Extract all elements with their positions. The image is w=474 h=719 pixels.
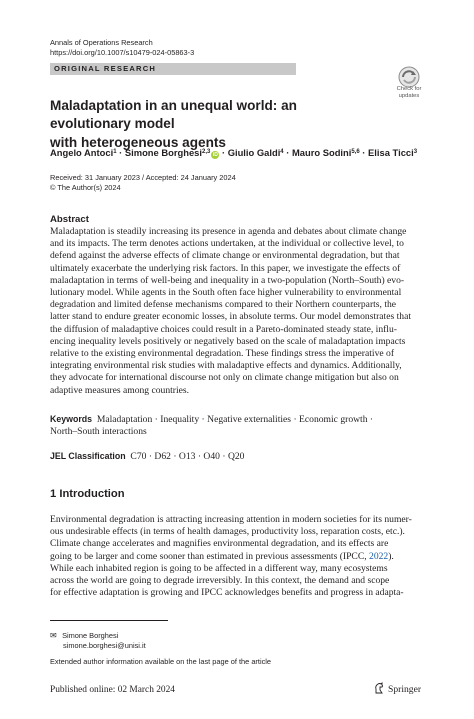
journal-name: Annals of Operations Research: [50, 38, 153, 47]
intro-line: ous undesirable effects (in terms of health damages, productivity loss, reparation costs, etc.).: [50, 526, 405, 538]
springer-horse-icon: [373, 682, 385, 694]
citation-link[interactable]: 2022: [369, 550, 389, 562]
keywords-line-2: North–South interactions: [50, 426, 147, 438]
footnote-divider: [50, 620, 168, 621]
author-name[interactable]: Giulio Galdi: [227, 147, 281, 158]
publisher-logo[interactable]: [373, 682, 421, 696]
intro-line: across the world are going to degrade irreversibly. In this context, the demand and scope: [50, 575, 390, 587]
envelope-icon: ✉: [50, 631, 57, 640]
keywords: [50, 413, 425, 438]
author-name[interactable]: Mauro Sodini: [291, 147, 352, 158]
intro-line: going to be larger and come sooner than estimated in previous assessments (IPCC, 2022).: [50, 550, 394, 562]
author-name[interactable]: Angelo Antoci: [50, 147, 114, 158]
intro-line: While each inhabited region is going to be affected in a different way, many ecosystems: [50, 562, 388, 574]
abstract-line: Maladaptation is steadily increasing its presence in agenda and debates about climate change: [50, 226, 407, 237]
affiliation-sup: 4: [280, 149, 284, 155]
abstract-line: they advocate for international discourse not only on climate change mitigation but also on: [50, 372, 399, 384]
title-line-2: with heterogeneous agents: [50, 134, 226, 150]
introduction-body: [50, 514, 425, 599]
jel-label: JEL Classification: [50, 451, 126, 461]
intro-line: Climate change accelerates and magnifies environmental degradation, and its effects are: [50, 538, 389, 550]
abstract-heading: Abstract: [50, 214, 89, 225]
article-type-label: ORIGINAL RESEARCH: [54, 64, 157, 73]
author-list: Angelo Antoci$^1$ · Simone Borghesi$^{2,3}$ iD · Giulio Galdi$^4$ · Mauro Sodini$^{5,6}$ · Elisa Ticci$^3$: [50, 147, 418, 158]
title-line-1: Maladaptation in an unequal world: an evolutionary model: [50, 98, 297, 132]
journal-header: [50, 38, 194, 57]
article-dates: [50, 173, 236, 193]
abstract-line: relative to the existing environmental degradation. These findings stress the imperative of: [50, 348, 395, 360]
publisher-name: Springer: [388, 684, 422, 695]
intro-line: Environmental degradation is attracting increasing attention in modern societies for its numer-: [50, 514, 412, 525]
affiliation-sup: 3: [413, 149, 418, 155]
abstract-line: the diffusion of maladaptive choices could result in a Pareto-dominated steady state, influ-: [50, 323, 397, 335]
abstract-line: degradation and limited defense mechanisms compared to their Northern counterparts, the: [50, 299, 397, 311]
abstract-line: lutionary model. While agents in the South often face higher vulnerability to environmental: [50, 287, 402, 299]
corresponding-author: [50, 631, 146, 651]
abstract-line: and its impacts. The term denotes actions undertaken, at the individual or collective level, to: [50, 238, 404, 250]
orcid-icon[interactable]: iD: [212, 152, 218, 158]
intro-line: for effective adaptation is growing and IPCC acknowledges benefits and progress in adapta-: [50, 587, 404, 599]
contact-name: Simone Borghesi: [62, 631, 119, 640]
abstract-line: encing inequality levels positively or negatively based on the scale of maladaptation impacts: [50, 335, 406, 347]
abstract-line: latter stand to endure greater economic losses, in absolute terms. Our model demonstrates that: [50, 311, 411, 323]
keywords-line-1: Maladaptation · Inequality · Negative externalities · Economic growth ·: [96, 414, 374, 425]
jel-codes: C70 · D62 · O13 · O40 · Q20: [130, 451, 245, 462]
keywords-label: Keywords: [50, 414, 93, 424]
jel-classification: [50, 450, 244, 463]
published-online-date: Published online: 02 March 2024: [50, 685, 175, 695]
received-accepted: Received: 31 January 2023 / Accepted: 24 January 2024: [50, 173, 236, 182]
abstract-line: ultimately exacerbate the underlying risk factors. In this paper, we investigate the effects of: [50, 262, 401, 274]
doi-link[interactable]: https://doi.org/10.1007/s10479-024-05863-3: [50, 47, 195, 57]
contact-email[interactable]: simone.borghesi@unisi.it: [63, 641, 146, 650]
section-heading-introduction: 1 Introduction: [50, 488, 125, 500]
check-updates-label: Check for updates: [396, 86, 422, 99]
abstract-line: adaptive measures among countries.: [50, 384, 190, 396]
article-title: [50, 97, 380, 152]
affiliation-sup: 5,6: [351, 149, 360, 155]
check-updates-icon: [392, 66, 426, 88]
extended-author-info: Extended author information available on the last page of the article: [50, 657, 272, 666]
copyright-notice: © The Author(s) 2024: [50, 183, 121, 192]
author-name[interactable]: Simone Borghesi: [124, 147, 202, 158]
abstract-line: defend against the adverse effects of climate change or environmental degradation, but that: [50, 250, 400, 262]
abstract-line: integrating environmental risk studies with maladaptive effects and dynamics. Additionally,: [50, 360, 402, 372]
affiliation-sup: 2,3: [202, 149, 211, 155]
abstract-line: maladaptation in terms of well-being and inequality in a two-population (North–South) evo-: [50, 274, 405, 286]
affiliation-sup: 1: [113, 149, 117, 155]
abstract-body: [50, 226, 425, 397]
author-name[interactable]: Elisa Ticci: [368, 147, 414, 158]
